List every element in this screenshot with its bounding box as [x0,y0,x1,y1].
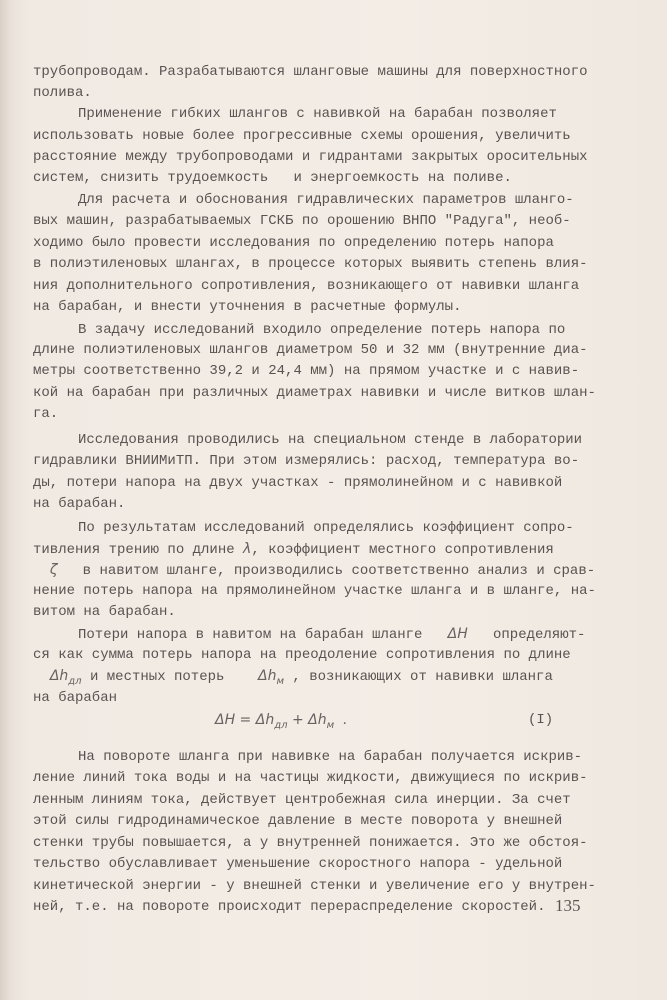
text-line: Исследования проводились на специальном стенде в лаборатории [78,432,583,448]
text-segment: , коэффициент местного сопротивления [251,542,554,558]
math-symbol: ζ [49,562,58,578]
text-segment: тивления трению по длине [33,542,244,558]
text-line: тельство обуславливает уменьшение скоростного напора - удельной [33,856,563,872]
text-line: кинетической энергии - у внешней стенки и увеличение его у внутрен- [33,878,596,894]
math-symbol: ΔH = Δh [215,712,275,728]
text-line: полива. [33,85,92,101]
text-segment: и местных потерь [81,669,259,685]
text-line: на барабан, и внести уточнения в расчетные формулы. [33,299,462,315]
text-line: этой силы гидродинамическое давление в месте поворота у внешней [33,813,563,829]
math-symbol: . [334,712,348,728]
page-number: 135 [555,896,581,915]
text-line [33,560,595,580]
text-line: ды, потери напора на двух участках - прямолинейном и с навивкой [33,475,563,491]
equation-number: (I) [528,712,554,728]
text-line: трубопроводам. Разрабатываются шланговые машины для поверхностного [33,64,588,80]
text-line: метры соответственно 39,2 и 24,4 мм) на прямом участке и с навив- [33,363,580,379]
math-symbol: + Δh [287,712,327,728]
math-symbol: дл [68,675,82,687]
text-line: ней, т.е. на повороте происходит перераспределение скоростей. [33,899,546,915]
text-line: использовать новые более прогрессивные схемы орошения, увеличить [33,128,571,144]
text-line: вых машин, разрабатываемых ГСКБ по орошению ВНПО "Радуга", необ- [33,213,571,229]
text-line: ния дополнительного сопротивления, возникающего от навивки шланга [33,278,580,294]
math-subscript [326,712,335,731]
text-line: в полиэтиленовых шлангах, в процессе которых выявить степень влия- [33,256,588,272]
math-symbol: Δh [258,668,277,684]
text-line: кой на барабан при различных диаметрах навивки и числе витков шлан- [33,385,596,401]
text-line: длине полиэтиленовых шлангов диаметром 50 и 32 мм (внутренние диа- [33,342,588,358]
text-segment [33,563,50,579]
equation [215,710,348,730]
math-subscript [68,668,82,687]
text-line: По результатам исследований определялись коэффициент сопро- [78,520,574,536]
text-segment [33,669,50,685]
text-line: нение потерь напора на прямолинейном участке шланга и в шланге, на- [33,583,596,599]
text-line: ходимо было провести исследования по определению потерь напора [33,235,554,251]
math-symbol: м [276,675,285,687]
text-line: ленным линиям тока, действует центробежная сила инерции. За счет [33,792,571,808]
text-segment: Потери напора в навитом на барабан шланге [78,627,448,643]
text-line: ление линий тока воды и на частицы жидкости, движущиеся по искрив- [33,770,588,786]
text-line: Для расчета и обоснования гидравлических параметров шланго- [78,192,574,208]
math-symbol: Δh [49,668,69,684]
text-line: стенки трубы повышается, а у внутренней понижается. Это же обстоя- [33,835,588,851]
text-line: витом на барабан. [33,604,176,620]
math-symbol: λ [243,541,252,557]
text-line: ся как сумма потерь напора на преодоление сопротивления по длине [33,647,571,663]
text-line [33,666,553,686]
text-line: систем, снизить трудоемкость и энергоемкость на поливе. [33,170,512,186]
text-line: на барабан [33,690,118,706]
text-line: на барабан. [33,496,126,512]
math-symbol: ΔH [447,626,468,642]
text-line: расстояние между трубопроводами и гидрантами закрытых оросительных [33,149,588,165]
text-segment: , возникающих от навивки шланга [284,669,553,685]
text-line [78,624,585,644]
math-subscript [274,712,288,731]
math-subscript [276,668,285,687]
math-symbol: м [326,719,335,731]
math-symbol: дл [274,719,288,731]
text-line: Применение гибких шлангов с навивкой на барабан позволяет [78,106,557,122]
text-segment: в навитом шланге, производились соответственно анализ и срав- [57,563,596,579]
text-segment: определяют- [467,627,586,643]
text-line: В задачу исследований входило определение потерь напора по [78,322,566,338]
text-line: гидравлики ВНИИМиТП. При этом измерялись: расход, температура во- [33,453,580,469]
text-line: га. [33,406,59,422]
text-line: На повороте шланга при навивке на барабан получается искрив- [78,749,583,765]
text-line [33,539,554,559]
